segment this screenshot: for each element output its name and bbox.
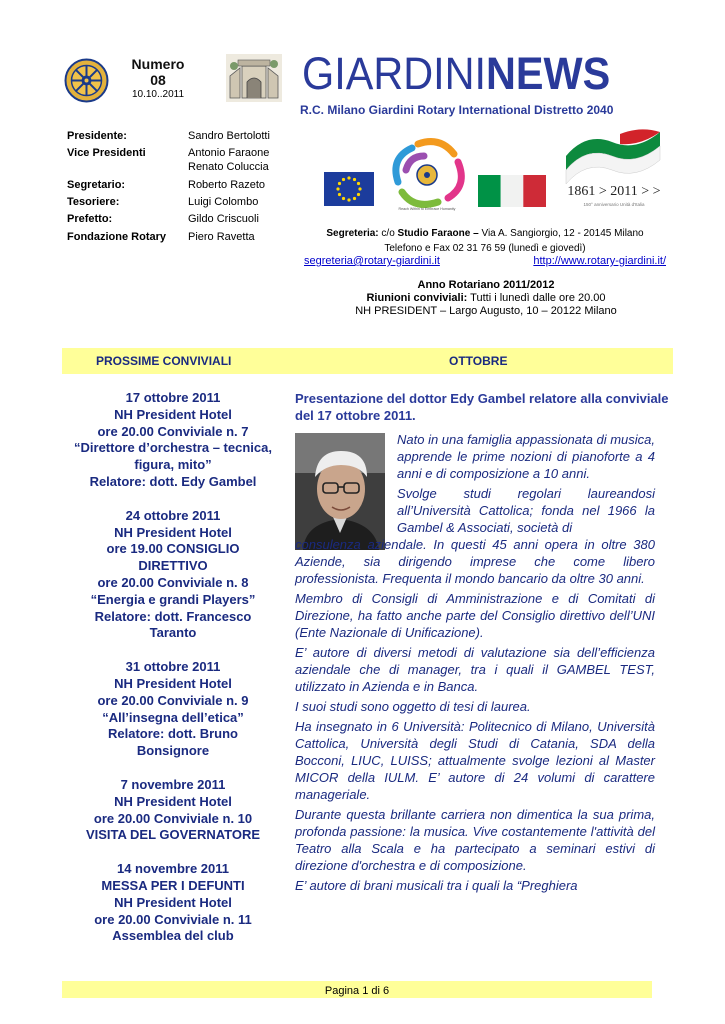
officer-name: Luigi Colombo: [188, 196, 259, 208]
meetings-text: Tutti i lunedì dalle ore 20.00: [470, 292, 606, 304]
article-paragraph: E’ autore di diversi metodi di valutazione sia dell’efficienza aziendale che di manager, tra i quali il GAMBEL TEST, utilizzato in Azienda e in Banca.: [295, 645, 655, 694]
events-list: [62, 390, 284, 962]
officer-name: Antonio Faraone: [188, 147, 270, 159]
article-title: Presentazione del dottor Edy Gambel relatore alla conviviale del 17 ottobre 2011.: [295, 391, 669, 423]
meetings-venue: NH PRESIDENT – Largo Augusto, 10 – 20122 Milano: [355, 305, 617, 317]
event-line: NH President Hotel: [114, 524, 232, 540]
officer-name: Piero Ravetta: [188, 231, 255, 243]
anniversary-logo: [560, 126, 668, 210]
event-line: ore 20.00 Conviviale n. 11: [94, 911, 252, 927]
city-gate-sketch: [226, 54, 282, 102]
event-item: [62, 777, 284, 844]
email-link[interactable]: segreteria@rotary-giardini.it: [304, 255, 440, 267]
event-line: 14 novembre 2011: [116, 861, 230, 877]
rotary-wheel-logo: [64, 58, 109, 103]
title-light-part: GIARDINI: [302, 48, 487, 99]
event-line: NH President Hotel: [114, 894, 232, 910]
italian-flag: [478, 175, 546, 207]
secretariat-label: Segreteria:: [326, 228, 379, 239]
rotary-year-title: Anno Rotariano 2011/2012: [417, 279, 555, 291]
secretariat-studio: Studio Faraone –: [397, 228, 479, 239]
event-line: figura, mito”: [134, 457, 212, 473]
secretariat-info: [300, 226, 670, 256]
event-line: VISITA DEL GOVERNATORE: [85, 827, 261, 843]
event-line: Relatore: dott. Francesco: [94, 608, 252, 624]
officer-role: Tesoriere:: [67, 196, 120, 208]
event-line: NH President Hotel: [114, 675, 232, 691]
event-line: Taranto: [149, 625, 197, 641]
issue-info: [118, 56, 198, 102]
page-number: Pagina 1 di 6: [324, 985, 390, 997]
event-item: [62, 861, 284, 945]
anniversary-text: 1861 > 2011 > >: [567, 184, 661, 199]
event-line: ore 20.00 Conviviale n. 10: [93, 810, 253, 826]
newsletter-title: [302, 48, 610, 100]
issue-number: 08: [150, 72, 166, 88]
article-paragraph: Svolge studi regolari laureandosi all’Università Cattolica; fonda nel 1966 la Gambel & Associati, società di: [397, 486, 655, 535]
event-item: [62, 659, 284, 760]
event-line: 17 ottobre 2011: [125, 390, 221, 405]
event-item: [62, 390, 284, 491]
event-line: Relatore: dott. Edy Gambel: [89, 473, 257, 489]
month-heading: OTTOBRE: [449, 354, 508, 368]
event-line: “Direttore d’orchestra – tecnica,: [74, 440, 272, 456]
officer-role: Vice Presidenti: [67, 147, 146, 159]
article-paragraph: consulenza aziendale. In questi 45 anni opera in oltre 380 Aziende, sia dirigendo imprese che come libero professionista. Frequenta il mondo bancario da oltre 30 anni.: [295, 537, 655, 586]
meetings-label: Riunioni conviviali:: [366, 292, 468, 304]
officer-name: Sandro Bertolotti: [188, 130, 270, 142]
rotary-theme-text: Reach Within to Embrace Humanity: [398, 207, 456, 211]
title-bold-part: NEWS: [486, 48, 611, 99]
secretariat-phone: Telefono e Fax 02 31 76 59 (lunedì e giovedì): [384, 243, 586, 254]
officer-role: Prefetto:: [67, 213, 113, 225]
event-line: “Energia e grandi Players”: [90, 591, 256, 607]
event-line: ore 20.00 Conviviale n. 7: [97, 423, 249, 439]
officer-name: Gildo Criscuoli: [188, 213, 259, 225]
anniversary-subtext: 150° anniversario Unità d'Italia: [583, 202, 645, 207]
officer-name: Renato Coluccia: [188, 161, 269, 173]
article-paragraph: Membro di Consigli di Amministrazione e di Comitati di Direzione, ha fatto anche parte del Consiglio direttivo dell’UNI (Ente Nazionale di Unificazione).: [295, 591, 655, 640]
article-paragraph: Ha insegnato in 6 Università: Politecnico di Milano, Università Cattolica, Università degli Studi di Catania, SDA della Bocconi, LIUC, LUISS; attualmente svolge lezioni al Master MICOR della IULM. E’ autore di 24 volumi di carattere manageriale.: [295, 719, 655, 802]
event-line: DIRETTIVO: [138, 558, 208, 574]
event-line: ore 20.00 Conviviale n. 9: [97, 692, 249, 708]
page-footer: [62, 981, 652, 998]
event-line: ore 20.00 Conviviale n. 8: [97, 574, 249, 590]
article-body: [295, 431, 655, 897]
officer-role: Presidente:: [67, 130, 127, 142]
club-subtitle: R.C. Milano Giardini Rotary International Distretto 2040: [300, 103, 614, 117]
article-paragraph: E’ autore di brani musicali tra i quali la “Preghiera: [295, 878, 578, 893]
event-line: NH President Hotel: [114, 406, 232, 422]
event-line: 31 ottobre 2011: [125, 659, 221, 675]
article-paragraph: Nato in una famiglia appassionata di musica, apprende le prime nozioni di pianoforte a 4 anni e di composizione a 10 anni.: [397, 432, 655, 481]
officer-role: Fondazione Rotary: [67, 231, 167, 243]
event-line: 7 novembre 2011: [120, 776, 226, 792]
issue-label: Numero: [131, 56, 185, 72]
rotary-year-info: [300, 279, 672, 318]
website-link[interactable]: http://www.rotary-giardini.it/: [533, 255, 666, 267]
eu-flag: [324, 172, 374, 206]
upcoming-dinners-heading: PROSSIME CONVIVIALI: [96, 354, 232, 368]
event-line: Bonsignore: [136, 743, 210, 759]
event-line: NH President Hotel: [114, 793, 232, 809]
event-line: Assemblea del club: [112, 928, 234, 944]
secretariat-address: Via A. Sangiorgio, 12 - 20145 Milano: [481, 228, 644, 239]
officer-name: Roberto Razeto: [188, 179, 266, 191]
secretariat-prefix: c/o: [381, 228, 395, 239]
section-header-bar: [62, 348, 673, 374]
meetings-line: [300, 292, 672, 305]
event-item: [62, 508, 284, 642]
officer-role: Segretario:: [67, 179, 126, 191]
event-line: MESSA PER I DEFUNTI: [101, 877, 245, 893]
article-paragraph: Durante questa brillante carriera non dimentica la sua prima, profonda passione: la musica. Vive costantemente l'attività del Teatro alla Scala e ha partecipato a seminari estivi di direzione d'orchestra e di composizione.: [295, 807, 655, 873]
issue-date: 10.10..2011: [131, 89, 185, 100]
event-line: Relatore: dott. Bruno: [108, 726, 238, 742]
event-line: 24 ottobre 2011: [125, 507, 221, 523]
rotary-theme-logo: [384, 134, 470, 214]
event-line: ore 19.00 CONSIGLIO: [106, 541, 240, 557]
article-paragraph: I suoi studi sono oggetto di tesi di laurea.: [295, 699, 531, 714]
event-line: “All’insegna dell’etica”: [102, 709, 244, 725]
secretariat-line: [300, 226, 670, 241]
